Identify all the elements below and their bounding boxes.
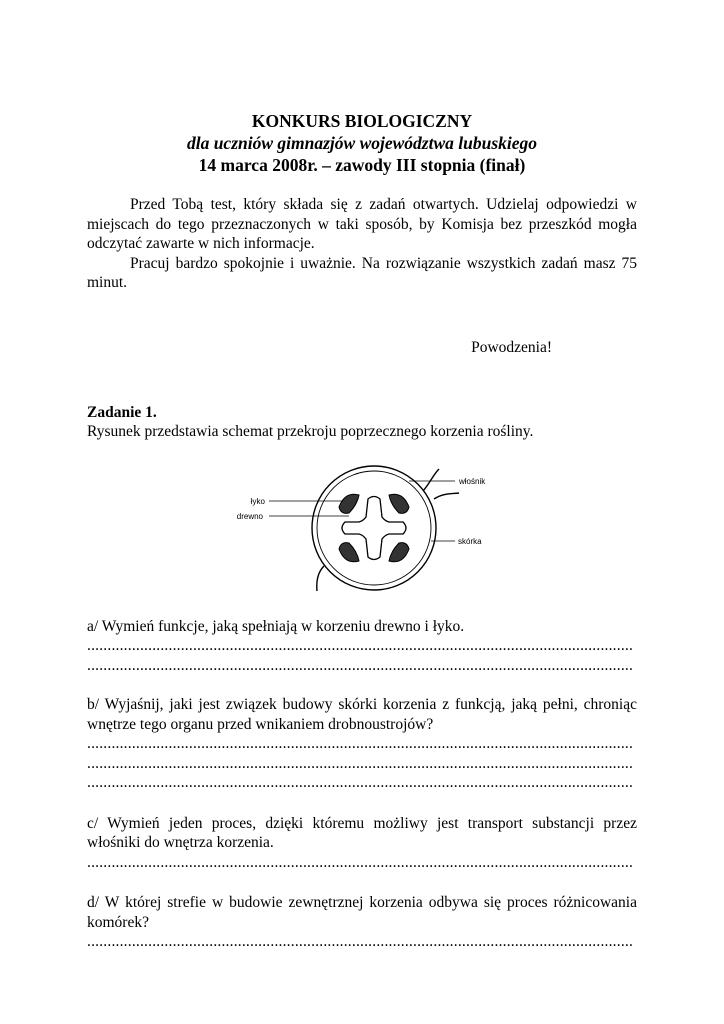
instructions-paragraph-1: Przed Tobą test, który składa się z zadań otwartych. Udzielaj odpowiedzi w miejscach do tego przeznaczonych w taki sposób, by Komisja bez przeszkód mogła odczytać zawarte w nich informacje.	[87, 196, 637, 252]
answer-line-b-2[interactable]: ......................................................................................................................................	[87, 754, 634, 772]
document-page	[87, 110, 637, 952]
answer-line-a-2[interactable]: ......................................................................................................................................	[87, 656, 634, 674]
instructions-paragraph-2: Pracuj bardzo spokojnie i uważnie. Na rozwiązanie wszystkich zadań masz 75 minut.	[87, 254, 637, 291]
label-root-hair: włośnik	[459, 476, 486, 486]
question-a: a/ Wymień funkcje, jaką spełniają w korzeniu drewno i łyko.	[87, 617, 465, 635]
task-1-description: Rysunek przedstawia schemat przekroju poprzecznego korzenia rośliny.	[87, 422, 534, 440]
phloem-patch-bottom-left	[339, 542, 359, 561]
root-hair-right	[434, 493, 459, 499]
instructions	[87, 195, 637, 293]
label-phloem: łyko	[250, 496, 265, 506]
good-luck-text: Powodzenia!	[471, 338, 552, 356]
phloem-patch-top-right	[389, 494, 409, 513]
answer-line-c-1[interactable]: ......................................................................................................................................	[87, 853, 634, 871]
root-cross-section-figure	[87, 461, 637, 599]
contest-date: 14 marca 2008r. – zawody III stopnia (finał)	[198, 155, 526, 175]
question-d: d/ W której strefie w budowie zewnętrznej korzenia odbywa się proces różnicowania komórek?	[87, 894, 637, 931]
task-1-title: Zadanie 1.	[87, 403, 157, 421]
answer-line-d-1[interactable]: ......................................................................................................................................	[87, 933, 634, 950]
answer-line-b-1[interactable]: ......................................................................................................................................	[87, 735, 634, 752]
phloem-patch-top-left	[339, 494, 359, 513]
contest-title: KONKURS BIOLOGICZNY	[251, 111, 473, 131]
question-b: b/ Wyjaśnij, jaki jest związek budowy skórki korzenia z funkcją, jaką pełni, chroniąc wnętrze tego organu przed wnikaniem drobnoustrojów?	[87, 696, 637, 733]
root-cross-section-diagram	[227, 461, 497, 599]
root-hair-bottom	[317, 566, 324, 591]
phloem-patch-bottom-right	[389, 542, 409, 561]
answer-line-a-1[interactable]: ......................................................................................................................................	[87, 637, 634, 654]
root-hair-top	[423, 469, 439, 491]
contest-subtitle: dla uczniów gimnazjów województwa lubuskiego	[186, 133, 538, 153]
label-xylem: drewno	[236, 511, 263, 521]
question-c: c/ Wymień jeden proces, dzięki któremu możliwy jest transport substancji przez włośniki do wnętrza korzenia.	[87, 814, 637, 851]
label-epidermis: skórka	[458, 536, 482, 546]
answer-line-b-3[interactable]: ......................................................................................................................................	[87, 774, 634, 791]
